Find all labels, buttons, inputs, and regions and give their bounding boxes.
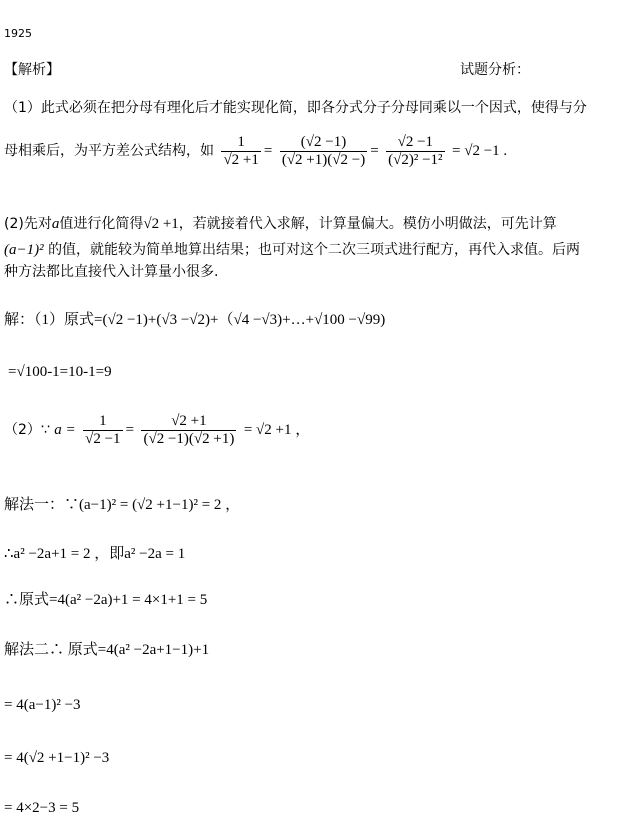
method2-line3: = 4(√2 +1−1)² −3 <box>4 750 110 766</box>
fraction-1-num: 1 <box>221 134 260 152</box>
method2-line1: 解法二∴ 原式=4(a² −2a+1−1)+1 <box>4 642 210 658</box>
solution-step1: 解：（1）原式=(√2 −1)+(√3 −√2)+（√4 −√3)+…+√100 −√99) <box>4 312 386 328</box>
method1-line1: 解法一：∵(a−1)² = (√2 +1−1)² = 2 ， <box>4 497 241 513</box>
step3-var: a = <box>54 422 76 438</box>
step3-result: = √2 +1 ， <box>243 422 311 438</box>
step3-fraction-1-num: 1 <box>83 413 122 431</box>
para1-line1: （1）此式必须在把分母有理化后才能实现化简，即各分式分子分母同乘以一个因式，使得与分 <box>4 100 587 116</box>
para2-line2-text: 的值，就能较为简单地算出结果；也可对这个二次三项式进行配方，再代入求值。后两 <box>48 242 581 258</box>
para2-text-b: 值进行化简得 <box>59 216 144 232</box>
fraction-2 <box>280 134 367 169</box>
para1-line2: 母相乘后，为平方差公式结构，如 $\frac{1}{√2 +1}$ = $\frac{(√2 -1)}{(√2 +1)(√2 -)}$ = $\frac{√2 -1}{\text{(√2)² −1²}}$ = √2 −1 . <box>4 133 508 168</box>
solution-step2: =√100-1=10-1=9 <box>8 364 112 380</box>
header-garbled: ﻿1﻿9﻿﻿2﻿5﻿ <box>4 27 32 40</box>
step3-fraction-1-den: √2 −1 <box>85 430 121 447</box>
fraction-1-den: √2 +1 <box>223 151 259 168</box>
analysis-right-label: 试题分析： <box>460 62 530 78</box>
para2-line2 <box>4 240 580 260</box>
fraction-3-num: √2 −1 <box>386 134 444 152</box>
fraction-2-den: (√2 +1)(√2 −) <box>281 151 366 168</box>
step3-fraction-2-den: (√2 −1)(√2 +1) <box>143 430 235 447</box>
para1-line2-prefix: 母相乘后，为平方差公式结构，如 <box>4 143 214 159</box>
step3-fraction-2-num: √2 +1 <box>141 413 236 431</box>
fraction-2-num: (√2 −1) <box>280 134 367 152</box>
method1-line3: ∴原式=4(a² −2a)+1 = 4×1+1 = 5 <box>4 592 208 608</box>
step3-prefix: （2）∵ <box>4 422 50 438</box>
fraction-1 <box>221 134 260 169</box>
analysis-label: 【解析】 <box>4 62 60 78</box>
method1-line2: ∴a² −2a+1 = 2 ，即a² −2a = 1 <box>4 546 186 562</box>
para2-expr: √2 +1 <box>143 216 179 232</box>
method2-line2: = 4(a−1)² −3 <box>4 697 81 713</box>
variable-a: a <box>51 216 60 232</box>
para2-text-a: (2)先对 <box>4 216 52 232</box>
para2-line2-expr: (a−1)² <box>4 242 44 258</box>
para2-line3: 种方法都比直接代入计算量小很多. <box>4 264 219 280</box>
para2-text-c: ，若就接着代入求解，计算量偏大。模仿小明做法，可先计算 <box>178 216 557 232</box>
solution-step3: （2）∵ a = $\frac{1}{√2 -1}$ = $\frac{√2 +1}{(√2 -1)(√2 +1)}$ = √2 +1 ， <box>4 412 311 447</box>
step3-fraction-2 <box>141 413 236 448</box>
fraction-3-den: (√2)² −1² <box>388 151 443 168</box>
fraction-3 <box>386 134 444 169</box>
method2-line4: = 4×2−3 = 5 <box>4 800 80 816</box>
para1-result: = √2 −1 . <box>452 143 508 159</box>
step3-fraction-1 <box>83 413 122 448</box>
para2-line1 <box>4 214 557 234</box>
